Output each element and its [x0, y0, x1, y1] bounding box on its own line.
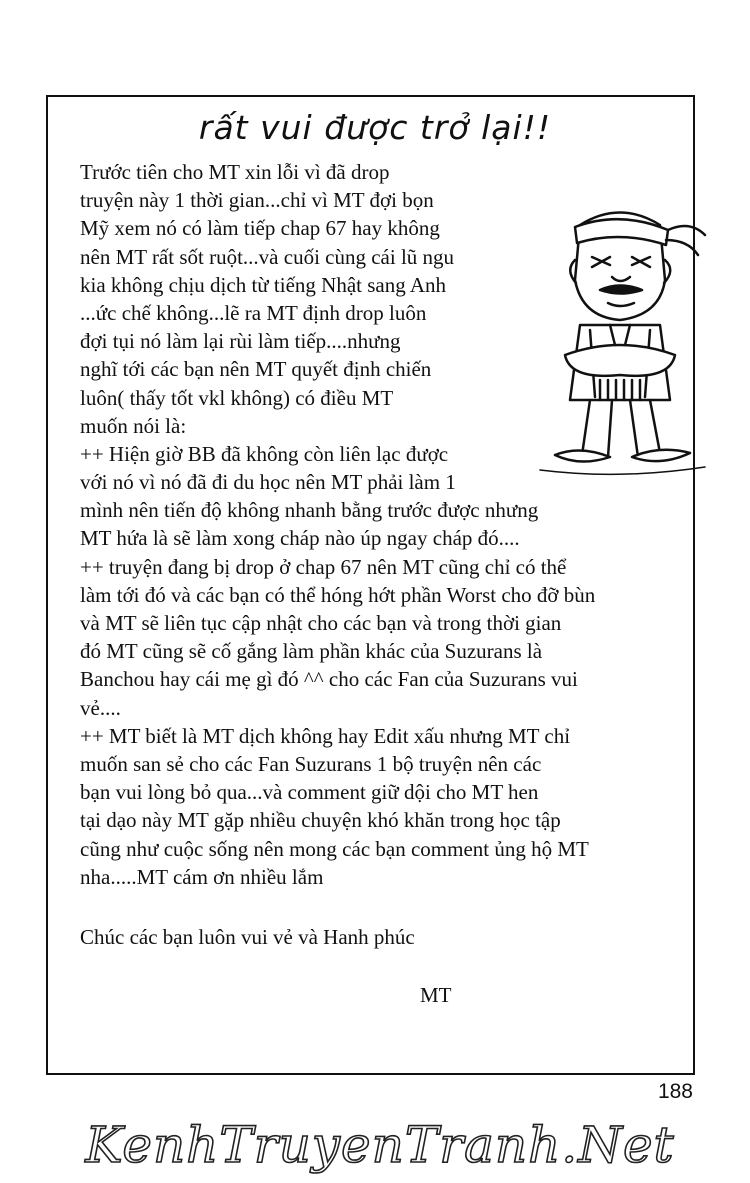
- body-line: mình nên tiến độ không nhanh bằng trước được nhưng: [80, 498, 539, 523]
- body-line: kia không chịu dịch từ tiếng Nhật sang Anh: [80, 272, 446, 297]
- body-line: Banchou hay cái mẹ gì đó ^^ cho các Fan của Suzurans vui: [80, 667, 578, 692]
- body-line: đó MT cũng sẽ cố gắng làm phần khác của Suzurans là: [80, 639, 543, 664]
- body-line: nha.....MT cám ơn nhiều lắm: [80, 864, 324, 889]
- body-line: ...ức chế không...lẽ ra MT định drop luôn: [80, 300, 427, 325]
- body-line: ++ truyện đang bị drop ở chap 67 nên MT cũng chỉ có thể: [80, 554, 567, 579]
- body-line: nên MT rất sốt ruột...và cuối cùng cái lũ ngu: [80, 244, 455, 269]
- body-line: muốn nói là:: [80, 413, 187, 438]
- body-line: Trước tiên cho MT xin lỗi vì đã drop: [80, 160, 390, 184]
- body-line: Mỹ xem nó có làm tiếp chap 67 hay không: [80, 216, 440, 241]
- signature: MT: [420, 983, 452, 1007]
- body-line: tại dạo này MT gặp nhiều chuyện khó khăn trong học tập: [80, 808, 561, 833]
- body-line: cũng như cuộc sống nên mong các bạn comment ủng hộ MT: [80, 836, 589, 861]
- cartoon-man-headband-icon: [520, 185, 720, 485]
- closing-line: Chúc các bạn luôn vui vẻ và Hanh phúc: [80, 925, 415, 949]
- body-line: ++ MT biết là MT dịch không hay Edit xấu nhưng MT chỉ: [80, 723, 571, 748]
- body-line: bạn vui lòng bỏ qua...và comment giữ dội cho MT hen: [80, 780, 539, 805]
- watermark-text: KenhTruyenTranh.Net: [85, 1116, 675, 1174]
- body-line: với nó vì nó đã đi du học nên MT phải làm 1: [80, 470, 456, 495]
- page-title: rất vui được trở lại!!: [198, 108, 552, 147]
- body-line: vẻ....: [80, 695, 121, 720]
- page-number: 188: [657, 1080, 693, 1103]
- body-line: và MT sẽ liên tục cập nhật cho các bạn và trong thời gian: [80, 611, 562, 635]
- body-line: muốn san sẻ cho các Fan Suzurans 1 bộ truyện nên các: [80, 751, 542, 776]
- body-line: MT hứa là sẽ làm xong cháp nào úp ngay cháp đó....: [80, 526, 520, 551]
- body-line: làm tới đó và các bạn có thể hóng hớt phần Worst cho đỡ bùn: [80, 582, 596, 607]
- body-line: truyện này 1 thời gian...chỉ vì MT đợi bọn: [80, 188, 434, 213]
- body-line: luôn( thấy tốt vkl không) có điều MT: [80, 385, 394, 410]
- body-line: đợi tụi nó làm lại rùi làm tiếp....nhưng: [80, 329, 401, 354]
- watermark-logo: [60, 1110, 700, 1180]
- body-line: ++ Hiện giờ BB đã không còn liên lạc được: [80, 441, 449, 466]
- body-line: nghĩ tới các bạn nên MT quyết định chiến: [80, 357, 432, 382]
